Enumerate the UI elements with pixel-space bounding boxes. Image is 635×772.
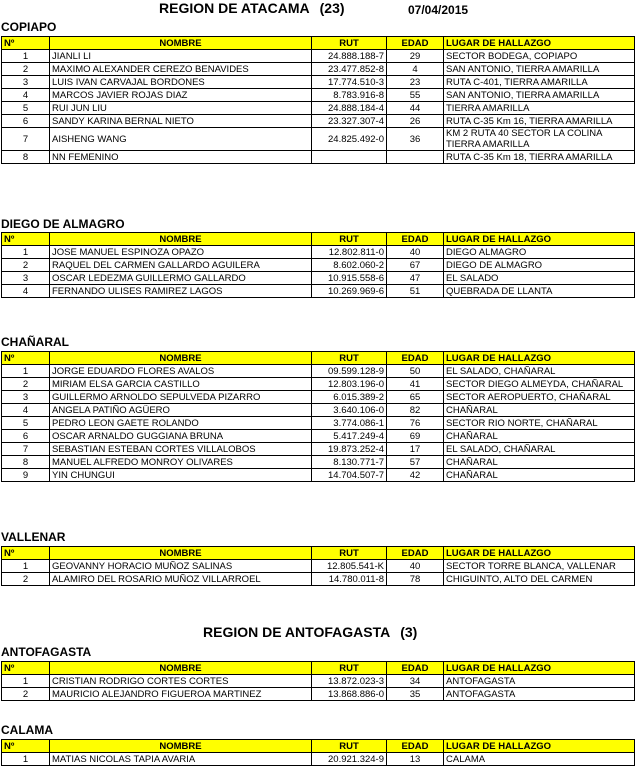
column-header-nombre: NOMBRE <box>50 547 312 560</box>
cell-edad: 40 <box>387 246 444 259</box>
cell-nombre: MANUEL ALFREDO MONROY OLIVARES <box>50 456 312 469</box>
cell-nombre: PEDRO LEON GAETE ROLANDO <box>50 417 312 430</box>
table-row <box>2 285 635 298</box>
cell-edad: 23 <box>387 76 444 89</box>
cell-lugar: SECTOR RIO NORTE, CHAÑARAL <box>444 417 635 430</box>
cell-n: 2 <box>2 573 50 586</box>
header-row <box>2 740 635 753</box>
column-header-no: Nº <box>2 37 50 50</box>
table-row <box>2 378 635 391</box>
cell-lugar: EL SALADO, CHAÑARAL <box>444 443 635 456</box>
column-header-rut: RUT <box>312 740 387 753</box>
cell-lugar: CHAÑARAL <box>444 430 635 443</box>
cell-nombre: YIN CHUNGUI <box>50 469 312 482</box>
cell-rut: 3.774.086-1 <box>312 417 387 430</box>
table-row <box>2 560 635 573</box>
cell-edad: 65 <box>387 391 444 404</box>
cell-lugar: CALAMA <box>444 753 635 766</box>
table-row <box>2 417 635 430</box>
cell-n: 5 <box>2 102 50 115</box>
column-header-nombre: NOMBRE <box>50 37 312 50</box>
cell-rut: 14.780.011-8 <box>312 573 387 586</box>
cell-edad: 34 <box>387 675 444 688</box>
table-row <box>2 89 635 102</box>
city-antofagasta: ANTOFAGASTA <box>1 645 92 659</box>
table-row <box>2 102 635 115</box>
cell-nombre: RAQUEL DEL CARMEN GALLARDO AGUILERA <box>50 259 312 272</box>
cell-edad: 76 <box>387 417 444 430</box>
cell-nombre: OSCAR LEDEZMA GUILLERMO GALLARDO <box>50 272 312 285</box>
table-antofagasta <box>1 661 635 701</box>
cell-n: 1 <box>2 675 50 688</box>
cell-edad: 50 <box>387 365 444 378</box>
cell-n: 8 <box>2 151 50 164</box>
table-row <box>2 391 635 404</box>
header-row <box>2 233 635 246</box>
cell-lugar: RUTA C-401, TIERRA AMARILLA <box>444 76 635 89</box>
cell-nombre: MATIAS NICOLAS TAPIA AVARIA <box>50 753 312 766</box>
city-chanaral: CHAÑARAL <box>1 335 69 349</box>
column-header-nombre: NOMBRE <box>50 233 312 246</box>
table-row <box>2 246 635 259</box>
cell-nombre: GEOVANNY HORACIO MUÑOZ SALINAS <box>50 560 312 573</box>
cell-rut: 24.888.184-4 <box>312 102 387 115</box>
cell-nombre: FERNANDO ULISES RAMIREZ LAGOS <box>50 285 312 298</box>
table-diego-de-almagro <box>1 232 635 298</box>
city-copiapo: COPIAPO <box>1 20 57 34</box>
column-header-lugar: LUGAR DE HALLAZGO <box>444 37 635 50</box>
cell-edad: 4 <box>387 63 444 76</box>
table-copiapo <box>1 36 635 164</box>
column-header-no: Nº <box>2 662 50 675</box>
column-header-nombre: NOMBRE <box>50 352 312 365</box>
header-row <box>2 37 635 50</box>
cell-n: 3 <box>2 76 50 89</box>
cell-nombre: SANDY KARINA BERNAL NIETO <box>50 115 312 128</box>
table-row <box>2 365 635 378</box>
cell-lugar: SAN ANTONIO, TIERRA AMARILLA <box>444 63 635 76</box>
table-calama <box>1 739 635 766</box>
cell-rut: 8.130.771-7 <box>312 456 387 469</box>
table-row <box>2 272 635 285</box>
table-row <box>2 63 635 76</box>
cell-nombre: OSCAR ARNALDO GUGGIANA BRUNA <box>50 430 312 443</box>
cell-rut: 23.477.852-8 <box>312 63 387 76</box>
cell-lugar: CHAÑARAL <box>444 404 635 417</box>
cell-n: 8 <box>2 456 50 469</box>
column-header-nombre: NOMBRE <box>50 740 312 753</box>
cell-edad <box>387 151 444 164</box>
cell-lugar: SECTOR DIEGO ALMEYDA, CHAÑARAL <box>444 378 635 391</box>
cell-edad: 40 <box>387 560 444 573</box>
cell-rut <box>312 151 387 164</box>
cell-rut: 3.640.106-0 <box>312 404 387 417</box>
column-header-edad: EDAD <box>387 547 444 560</box>
cell-n: 1 <box>2 50 50 63</box>
cell-rut: 6.015.389-2 <box>312 391 387 404</box>
cell-edad: 41 <box>387 378 444 391</box>
cell-rut: 8.783.916-8 <box>312 89 387 102</box>
cell-rut: 10.915.558-6 <box>312 272 387 285</box>
table-row <box>2 430 635 443</box>
cell-edad: 78 <box>387 573 444 586</box>
table-row <box>2 573 635 586</box>
cell-nombre: MIRIAM ELSA GARCIA CASTILLO <box>50 378 312 391</box>
cell-nombre: NN FEMENINO <box>50 151 312 164</box>
header-row <box>2 662 635 675</box>
cell-rut: 13.868.886-0 <box>312 688 387 701</box>
table-row <box>2 443 635 456</box>
cell-nombre: MAXIMO ALEXANDER CEREZO BENAVIDES <box>50 63 312 76</box>
column-header-no: Nº <box>2 740 50 753</box>
cell-nombre: JOSE MANUEL ESPINOZA OPAZO <box>50 246 312 259</box>
column-header-rut: RUT <box>312 352 387 365</box>
cell-edad: 57 <box>387 456 444 469</box>
table-row <box>2 404 635 417</box>
cell-n: 3 <box>2 272 50 285</box>
cell-lugar: DIEGO ALMAGRO <box>444 246 635 259</box>
cell-rut: 24.888.188-7 <box>312 50 387 63</box>
cell-edad: 55 <box>387 89 444 102</box>
cell-lugar: ANTOFAGASTA <box>444 675 635 688</box>
cell-edad: 69 <box>387 430 444 443</box>
cell-nombre: GUILLERMO ARNOLDO SEPULVEDA PIZARRO <box>50 391 312 404</box>
cell-edad: 51 <box>387 285 444 298</box>
cell-edad: 29 <box>387 50 444 63</box>
column-header-rut: RUT <box>312 233 387 246</box>
cell-n: 9 <box>2 469 50 482</box>
cell-n: 6 <box>2 115 50 128</box>
cell-lugar: SAN ANTONIO, TIERRA AMARILLA <box>444 89 635 102</box>
table-vallenar <box>1 546 635 586</box>
cell-lugar: CHAÑARAL <box>444 469 635 482</box>
header-row <box>2 352 635 365</box>
column-header-lugar: LUGAR DE HALLAZGO <box>444 740 635 753</box>
table-row <box>2 128 635 151</box>
cell-n: 5 <box>2 417 50 430</box>
cell-rut: 14.704.507-7 <box>312 469 387 482</box>
cell-rut: 8.602.060-2 <box>312 259 387 272</box>
column-header-no: Nº <box>2 233 50 246</box>
cell-n: 2 <box>2 259 50 272</box>
column-header-rut: RUT <box>312 662 387 675</box>
cell-n: 6 <box>2 430 50 443</box>
cell-n: 4 <box>2 89 50 102</box>
cell-n: 3 <box>2 391 50 404</box>
column-header-lugar: LUGAR DE HALLAZGO <box>444 233 635 246</box>
cell-n: 2 <box>2 688 50 701</box>
column-header-lugar: LUGAR DE HALLAZGO <box>444 662 635 675</box>
table-row <box>2 50 635 63</box>
cell-edad: 17 <box>387 443 444 456</box>
column-header-rut: RUT <box>312 37 387 50</box>
column-header-edad: EDAD <box>387 740 444 753</box>
cell-lugar: SECTOR BODEGA, COPIAPO <box>444 50 635 63</box>
column-header-edad: EDAD <box>387 37 444 50</box>
cell-nombre: ALAMIRO DEL ROSARIO MUÑOZ VILLARROEL <box>50 573 312 586</box>
cell-n: 1 <box>2 753 50 766</box>
cell-n: 1 <box>2 246 50 259</box>
region-antofagasta-title <box>203 624 417 640</box>
column-header-nombre: NOMBRE <box>50 662 312 675</box>
cell-edad: 44 <box>387 102 444 115</box>
cell-edad: 35 <box>387 688 444 701</box>
city-calama: CALAMA <box>1 723 53 737</box>
cell-lugar: SECTOR AEROPUERTO, CHAÑARAL <box>444 391 635 404</box>
cell-edad: 36 <box>387 128 444 151</box>
table-row <box>2 259 635 272</box>
cell-rut: 17.774.510-3 <box>312 76 387 89</box>
cell-n: 1 <box>2 365 50 378</box>
cell-edad: 13 <box>387 753 444 766</box>
cell-edad: 42 <box>387 469 444 482</box>
table-chanaral <box>1 351 635 482</box>
cell-lugar: EL SALADO, CHAÑARAL <box>444 365 635 378</box>
column-header-edad: EDAD <box>387 352 444 365</box>
region-antofagasta-count: (3) <box>400 624 418 640</box>
cell-lugar: CHIGUINTO, ALTO DEL CARMEN <box>444 573 635 586</box>
column-header-no: Nº <box>2 547 50 560</box>
cell-nombre: MAURICIO ALEJANDRO FIGUEROA MARTINEZ <box>50 688 312 701</box>
cell-nombre: LUIS IVAN CARVAJAL BORDONES <box>50 76 312 89</box>
city-vallenar: VALLENAR <box>1 530 66 544</box>
cell-nombre: ANGELA PATIÑO AGÜERO <box>50 404 312 417</box>
cell-nombre: RUI JUN LIU <box>50 102 312 115</box>
table-row <box>2 753 635 766</box>
cell-rut: 12.805.541-K <box>312 560 387 573</box>
table-row <box>2 151 635 164</box>
cell-n: 7 <box>2 443 50 456</box>
city-diego-de-almagro: DIEGO DE ALMAGRO <box>1 217 125 231</box>
column-header-rut: RUT <box>312 547 387 560</box>
cell-lugar: TIERRA AMARILLA <box>444 102 635 115</box>
cell-nombre: MARCOS JAVIER ROJAS DIAZ <box>50 89 312 102</box>
cell-rut: 19.873.252-4 <box>312 443 387 456</box>
table-row <box>2 688 635 701</box>
region-antofagasta-name: REGION DE ANTOFAGASTA <box>203 624 391 640</box>
column-header-no: Nº <box>2 352 50 365</box>
cell-n: 7 <box>2 128 50 151</box>
region-atacama-name: REGION DE ATACAMA <box>159 0 310 16</box>
cell-lugar: ANTOFAGASTA <box>444 688 635 701</box>
cell-rut: 24.825.492-0 <box>312 128 387 151</box>
table-row <box>2 115 635 128</box>
cell-lugar: CHAÑARAL <box>444 456 635 469</box>
cell-rut: 5.417.249-4 <box>312 430 387 443</box>
cell-rut: 23.327.307-4 <box>312 115 387 128</box>
cell-rut: 12.803.196-0 <box>312 378 387 391</box>
cell-lugar: RUTA C-35 Km 18, TIERRA AMARILLA <box>444 151 635 164</box>
column-header-lugar: LUGAR DE HALLAZGO <box>444 352 635 365</box>
cell-lugar: SECTOR TORRE BLANCA, VALLENAR <box>444 560 635 573</box>
cell-rut: 09.599.128-9 <box>312 365 387 378</box>
region-atacama-title <box>159 0 345 16</box>
cell-nombre: JIANLI LI <box>50 50 312 63</box>
cell-edad: 47 <box>387 272 444 285</box>
column-header-lugar: LUGAR DE HALLAZGO <box>444 547 635 560</box>
cell-nombre: JORGE EDUARDO FLORES AVALOS <box>50 365 312 378</box>
cell-edad: 26 <box>387 115 444 128</box>
cell-edad: 67 <box>387 259 444 272</box>
cell-nombre: AISHENG WANG <box>50 128 312 151</box>
cell-n: 2 <box>2 63 50 76</box>
column-header-edad: EDAD <box>387 662 444 675</box>
cell-n: 4 <box>2 404 50 417</box>
cell-edad: 82 <box>387 404 444 417</box>
cell-lugar: EL SALADO <box>444 272 635 285</box>
column-header-edad: EDAD <box>387 233 444 246</box>
cell-lugar: QUEBRADA DE LLANTA <box>444 285 635 298</box>
cell-n: 1 <box>2 560 50 573</box>
cell-lugar: RUTA C-35 Km 16, TIERRA AMARILLA <box>444 115 635 128</box>
cell-lugar: KM 2 RUTA 40 SECTOR LA COLINA TIERRA AMARILLA <box>444 128 635 151</box>
cell-rut: 20.921.324-9 <box>312 753 387 766</box>
cell-rut: 12.802.811-0 <box>312 246 387 259</box>
header-row <box>2 547 635 560</box>
cell-rut: 10.269.969-6 <box>312 285 387 298</box>
cell-rut: 13.872.023-3 <box>312 675 387 688</box>
table-row <box>2 456 635 469</box>
table-row <box>2 76 635 89</box>
cell-nombre: CRISTIAN RODRIGO CORTES CORTES <box>50 675 312 688</box>
table-row <box>2 469 635 482</box>
cell-lugar: DIEGO DE ALMAGRO <box>444 259 635 272</box>
cell-n: 4 <box>2 285 50 298</box>
table-row <box>2 675 635 688</box>
cell-nombre: SEBASTIAN ESTEBAN CORTES VILLALOBOS <box>50 443 312 456</box>
report-date: 07/04/2015 <box>408 3 469 17</box>
region-atacama-count: (23) <box>319 0 345 16</box>
cell-n: 2 <box>2 378 50 391</box>
